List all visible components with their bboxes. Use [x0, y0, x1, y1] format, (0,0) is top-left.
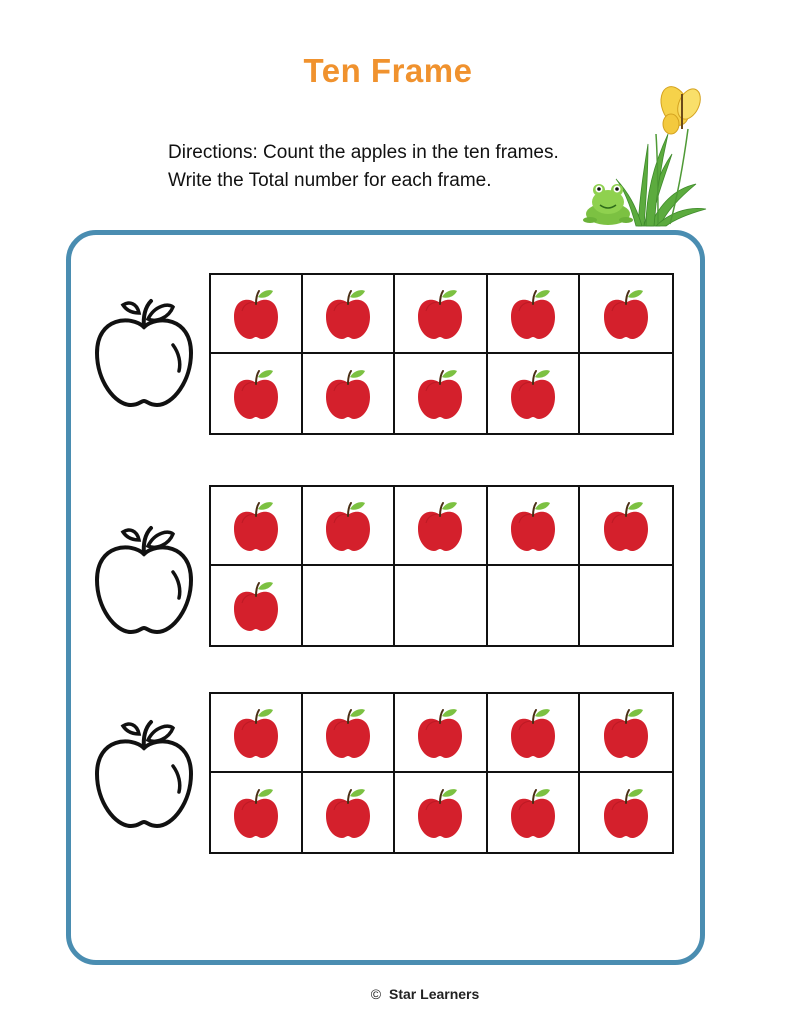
red-apple-icon	[324, 706, 372, 760]
ten-frame-cell	[303, 694, 395, 773]
ten-frame-cell	[488, 694, 580, 773]
red-apple-icon	[232, 579, 280, 633]
frog-icon	[583, 184, 633, 225]
outline-apple-icon	[93, 524, 195, 636]
ten-frame-cell	[303, 566, 395, 645]
ten-frame-cell	[580, 566, 672, 645]
ten-frame-cell	[580, 694, 672, 773]
red-apple-icon	[509, 287, 557, 341]
ten-frame-cell	[580, 354, 672, 433]
red-apple-icon	[232, 706, 280, 760]
red-apple-icon	[602, 706, 650, 760]
ten-frame-3	[209, 692, 674, 854]
ten-frame-cell	[395, 487, 487, 566]
ten-frame-cell	[303, 487, 395, 566]
footer	[0, 986, 794, 1002]
ten-frame-2	[209, 485, 674, 647]
ten-frame-cell	[488, 566, 580, 645]
ten-frame-cell	[488, 487, 580, 566]
ten-frame-cell	[211, 487, 303, 566]
ten-frame-cell	[580, 275, 672, 354]
outline-apple-icon	[93, 297, 195, 409]
red-apple-icon	[509, 706, 557, 760]
red-apple-icon	[602, 786, 650, 840]
ten-frame-cell	[395, 694, 487, 773]
ten-frame-cell	[303, 773, 395, 852]
red-apple-icon	[324, 499, 372, 553]
ten-frame-cell	[488, 773, 580, 852]
red-apple-icon	[324, 287, 372, 341]
ten-frame-cell	[395, 566, 487, 645]
footer-brand: Star Learners	[389, 986, 480, 1002]
directions-text: Directions: Count the apples in the ten frames. Write the Total number for each frame.	[168, 142, 559, 191]
ten-frame-cell	[488, 354, 580, 433]
red-apple-icon	[324, 367, 372, 421]
red-apple-icon	[509, 786, 557, 840]
page-title: Ten Frame	[303, 52, 473, 89]
butterfly-icon	[656, 83, 705, 134]
red-apple-icon	[416, 367, 464, 421]
copyright-icon: ©	[370, 986, 382, 1002]
ten-frame-cell	[580, 773, 672, 852]
red-apple-icon	[416, 706, 464, 760]
red-apple-icon	[602, 499, 650, 553]
frog-grass-butterfly-icon	[578, 74, 713, 234]
red-apple-icon	[602, 287, 650, 341]
red-apple-icon	[509, 499, 557, 553]
red-apple-icon	[232, 499, 280, 553]
ten-frame-cell	[211, 694, 303, 773]
ten-frame-cell	[211, 773, 303, 852]
ten-frame-cell	[303, 275, 395, 354]
ten-frame-1	[209, 273, 674, 435]
ten-frame-cell	[211, 566, 303, 645]
red-apple-icon	[416, 287, 464, 341]
red-apple-icon	[232, 367, 280, 421]
ten-frame-cell	[211, 275, 303, 354]
red-apple-icon	[324, 786, 372, 840]
outline-apple-icon	[93, 718, 195, 830]
ten-frame-cell	[395, 354, 487, 433]
ten-frame-cell	[580, 487, 672, 566]
ten-frame-cell	[395, 275, 487, 354]
ten-frame-cell	[395, 773, 487, 852]
red-apple-icon	[416, 499, 464, 553]
red-apple-icon	[232, 786, 280, 840]
red-apple-icon	[232, 287, 280, 341]
red-apple-icon	[416, 786, 464, 840]
ten-frame-cell	[488, 275, 580, 354]
ten-frame-cell	[211, 354, 303, 433]
red-apple-icon	[509, 367, 557, 421]
ten-frame-cell	[303, 354, 395, 433]
